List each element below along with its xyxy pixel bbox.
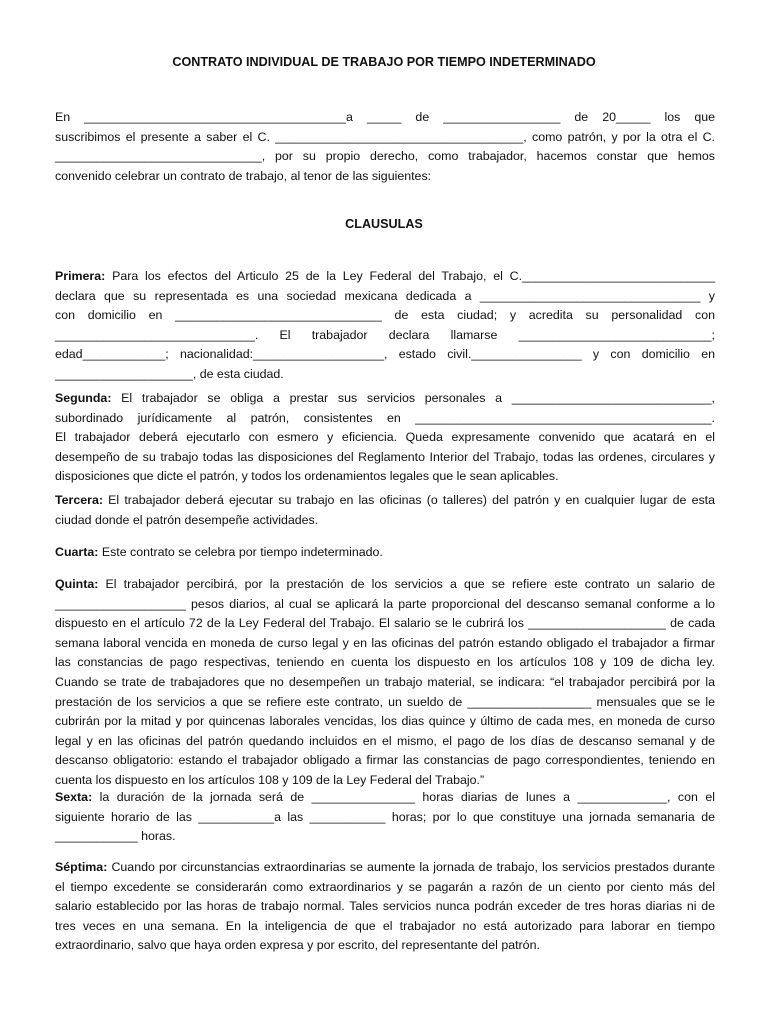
text-line <box>55 634 715 654</box>
text-line <box>55 897 715 917</box>
clause-sexta <box>55 788 715 847</box>
text-line <box>55 751 715 771</box>
text-line <box>55 595 715 615</box>
text-line <box>55 467 715 487</box>
line-text: El trabajador deberá ejecutar su trabajo en las oficinas (o talleres) del patrón y en cualquier lugar de esta <box>102 493 715 507</box>
line-text: ______________________________, por su propio derecho, como trabajador, hacemos constar que hemos <box>55 149 715 164</box>
clause-septima <box>55 858 715 956</box>
line-text: Cuando se trate de trabajadores que no desempeñen un trabajo material, se indicara: “el trabajador percibirá por la <box>55 674 715 689</box>
line-text: El trabajador deberá ejecutarlo con esmero y eficiencia. Queda expresamente convenido que acatará en el <box>55 430 715 445</box>
line-text: ____________________, de esta ciudad. <box>55 366 284 381</box>
line-text: la duración de la jornada será de _______________ horas diarias de lunes a _____________, con el <box>92 790 715 804</box>
line-text: edad____________; nacionalidad:___________________, estado civil.________________ y con domicilio en <box>55 347 715 362</box>
text-line <box>55 389 715 409</box>
line-text: subordinado jurídicamente al patrón, consistentes en ___________________________________________. <box>55 410 715 425</box>
clause-primera <box>55 267 715 385</box>
line-text: suscribimos el presente a saber el C. ____________________________________, como patrón, y por la otra el C. <box>55 129 715 144</box>
text-line <box>55 878 715 898</box>
line-text: las constancias de pago respectivas, teniendo en cuenta los dispuesto en los artículos 108 y 109 de dicha ley. <box>55 655 715 670</box>
line-text: declara que su representada es una sociedad mexicana dedicada a ________________________________ y <box>55 288 715 303</box>
clause-label: Primera: <box>55 269 106 283</box>
text-line <box>55 428 715 448</box>
text-line <box>55 306 715 326</box>
text-line <box>55 614 715 634</box>
clause-tercera <box>55 491 715 530</box>
line-text: convenido celebrar un contrato de trabajo, al tenor de las siguientes: <box>55 168 432 183</box>
line-text: disposiciones que dicte el patrón, y todos los ordenamientos legales que le sean aplicables. <box>55 469 559 484</box>
line-text: _____________________________. El trabajador declara llamarse ____________________________; <box>55 327 715 342</box>
clauses-heading: CLAUSULAS <box>345 217 423 231</box>
text-line <box>55 491 715 511</box>
line-text: prestación de los servicios a que se refiere este contrato, un sueldo de __________________ mensuales que se le <box>55 694 715 709</box>
line-text: dispuesto en el artículo 72 de la Ley Federal del Trabajo. El salario se le cubrirá los ____________________ de cada <box>55 616 715 631</box>
line-text: ciudad donde el patrón desempeñe actividades. <box>55 512 319 527</box>
line-text: con domicilio en ______________________________ de esta ciudad; y acredita su personalidad con <box>55 308 715 323</box>
text-line <box>55 673 715 693</box>
text-line <box>55 267 715 287</box>
text-line <box>55 827 715 847</box>
text-line <box>55 732 715 752</box>
text-line <box>55 167 715 187</box>
text-line <box>55 326 715 346</box>
clause-label: Quinta: <box>55 577 99 591</box>
text-line <box>55 365 715 385</box>
line-text: cubrirán por la mitad y por quincenas laborales vencidas, los dias quince y último de cada mes, en moneda de curso <box>55 714 715 729</box>
clause-intro <box>55 108 715 186</box>
line-text: El trabajador se obliga a prestar sus servicios personales a _____________________________, <box>111 391 715 405</box>
text-line <box>55 858 715 878</box>
text-line <box>55 693 715 713</box>
line-text: ____________ horas. <box>55 829 176 844</box>
text-line <box>55 409 715 429</box>
text-line <box>55 287 715 307</box>
line-text: El trabajador percibirá, por la prestación de los servicios a que se refiere este contrato un salario de <box>98 577 715 591</box>
text-line <box>55 808 715 828</box>
line-text: Para los efectos del Articulo 25 de la Ley Federal del Trabajo, el C.____________________________ <box>105 269 715 283</box>
text-line <box>55 575 715 595</box>
clause-cuarta <box>55 543 715 563</box>
text-line <box>55 543 715 563</box>
line-text: siguiente horario de las ___________a las ___________ horas; por lo que constituye una jornada semanaria de <box>55 809 715 824</box>
text-line <box>55 448 715 468</box>
line-text: Cuando por circunstancias extraordinarias se aumente la jornada de trabajo, los servicios prestados durante <box>107 860 715 874</box>
line-text: extraordinario, salvo que haya orden expresa y por escrito, del representante del patrón. <box>55 938 540 953</box>
line-text: cuenta los dispuesto en los artículos 108 y 109 de la Ley Federal del Trabajo.” <box>55 772 485 787</box>
text-line <box>55 108 715 128</box>
clause-label: Sexta: <box>55 790 93 804</box>
text-line <box>55 653 715 673</box>
line-text: semana laboral vencida en moneda de curso legal y en las oficinas del patrón estando obligado el trabajador a firmar <box>55 635 715 650</box>
text-line <box>55 712 715 732</box>
text-line <box>55 147 715 167</box>
line-text: el tiempo excedente se considerarán como extraordinarios y se pagarán a razón de un ciento por ciento más del <box>55 879 715 894</box>
clause-label: Séptima: <box>55 860 108 874</box>
document-title: CONTRATO INDIVIDUAL DE TRABAJO POR TIEMPO INDETERMINADO <box>172 55 596 69</box>
text-line <box>55 788 715 808</box>
line-text: legal y en las oficinas del patrón quedando incluidos en el mismo, el pago de los días de descanso semanal y de <box>55 733 715 748</box>
text-line <box>55 345 715 365</box>
line-text: salario establecido por las horas de trabajo normal. Tales servicios nunca podrán exceder de tres horas diarias ni de <box>55 899 715 914</box>
clause-segunda <box>55 389 715 487</box>
clause-label: Segunda: <box>55 391 112 405</box>
text-line <box>55 917 715 937</box>
line-text: desempeño de su trabajo todas las disposiciones del Reglamento Interior del Trabajo, todas las ordenes, circulares y <box>55 449 715 464</box>
clause-label: Cuarta: <box>55 545 99 559</box>
line-text: En ______________________________________a _____ de _________________ de 20_____ los que <box>55 110 715 124</box>
line-text: ___________________ pesos diarios, al cual se aplicará la parte proporcional del descanso semanal conforme a lo <box>55 596 715 611</box>
line-text: tres veces en una semana. En la inteligencia de que el trabajador no está autorizado para laborar en tiempo <box>55 918 715 933</box>
clause-quinta <box>55 575 715 791</box>
text-line <box>55 128 715 148</box>
clause-label: Tercera: <box>55 493 103 507</box>
line-text: Este contrato se celebra por tiempo indeterminado. <box>98 545 383 559</box>
text-line <box>55 936 715 956</box>
text-line <box>55 511 715 531</box>
line-text: descanso obligatorio: estando el trabajador obligado a firmar las constancias de pago correspondientes, teniendo en <box>55 753 715 768</box>
